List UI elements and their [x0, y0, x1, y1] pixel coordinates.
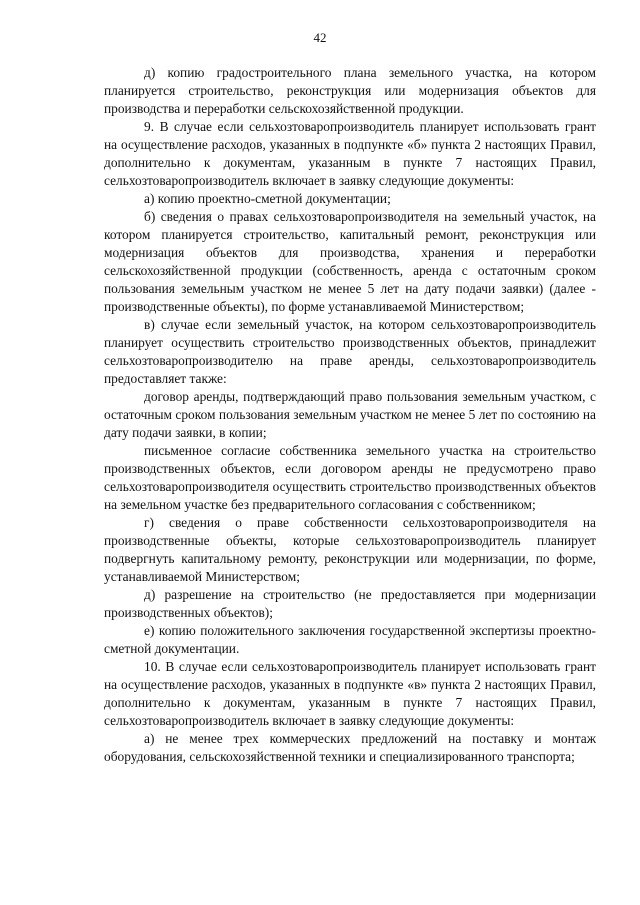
paragraph-9-v-lease: договор аренды, подтверждающий право пользования земельным участком, с остаточным сроком пользования земельным участком не менее 5 лет по состоянию на дату подачи заявки, в копии;: [104, 389, 596, 440]
paragraph-10: 10. В случае если сельхозтоваропроизводитель планирует использовать грант на осуществление расходов, указанных в подпункте «в» пункта 2 настоящих Правил, дополнительно к документам, указанным в пункте 7 настоящих Правил, сельхозтоваропроизводитель включает в заявку следующие документы:: [104, 659, 596, 728]
paragraph-d-gradplan: д) копию градостроительного плана земельного участка, на котором планируется строительство, реконструкция или модернизация объектов для производства и переработки сельскохозяйственной продукции.: [104, 65, 596, 116]
page-number: 42: [313, 30, 327, 45]
paragraph-9-d: д) разрешение на строительство (не предоставляется при модернизации производственных объектов);: [104, 587, 596, 620]
paragraph-9-a: а) копию проектно-сметной документации;: [144, 191, 391, 206]
document-body: [104, 64, 596, 766]
paragraph-10-a: а) не менее трех коммерческих предложений на поставку и монтаж оборудования, сельскохозяйственной техники и специализированного транспорта;: [104, 731, 596, 764]
paragraph-9: 9. В случае если сельхозтоваропроизводитель планирует использовать грант на осуществление расходов, указанных в подпункте «б» пункта 2 настоящих Правил, дополнительно к документам, указанным в пункте 7 настоящих Правил, сельхозтоваропроизводитель включает в заявку следующие документы:: [104, 119, 596, 188]
paragraph-9-g: г) сведения о праве собственности сельхозтоваропроизводителя на производственные объекты, которые сельхозтоваропроизводитель планирует подвергнуть капитальному ремонту, реконструкции или модернизации, по форме, устанавливаемой Министерством;: [104, 515, 596, 584]
paragraph-9-v: в) случае если земельный участок, на котором сельхозтоваропроизводитель планирует осуществить строительство производственных объектов, принадлежит сельхозтоваропроизводителю на праве аренды, сельхозтоваропроизводитель предоставляет также:: [104, 317, 596, 386]
paragraph-9-v-consent: письменное согласие собственника земельного участка на строительство производственных объектов, если договором аренды не предусмотрено право сельхозтоваропроизводителя осуществить строительство производственных объектов на земельном участке без предварительного согласования с собственником;: [104, 443, 596, 512]
paragraph-9-b: б) сведения о правах сельхозтоваропроизводителя на земельный участок, на котором планируется строительство, капитальный ремонт, реконструкция или модернизация объектов для производства, хранения и переработки сельскохозяйственной продукции (собственность, аренда с остаточным сроком пользования земельным участком не менее 5 лет на дату подачи заявки) (далее - производственные объекты), по форме устанавливаемой Министерством;: [104, 209, 596, 314]
paragraph-9-e: е) копию положительного заключения государственной экспертизы проектно-сметной документации.: [104, 623, 596, 656]
